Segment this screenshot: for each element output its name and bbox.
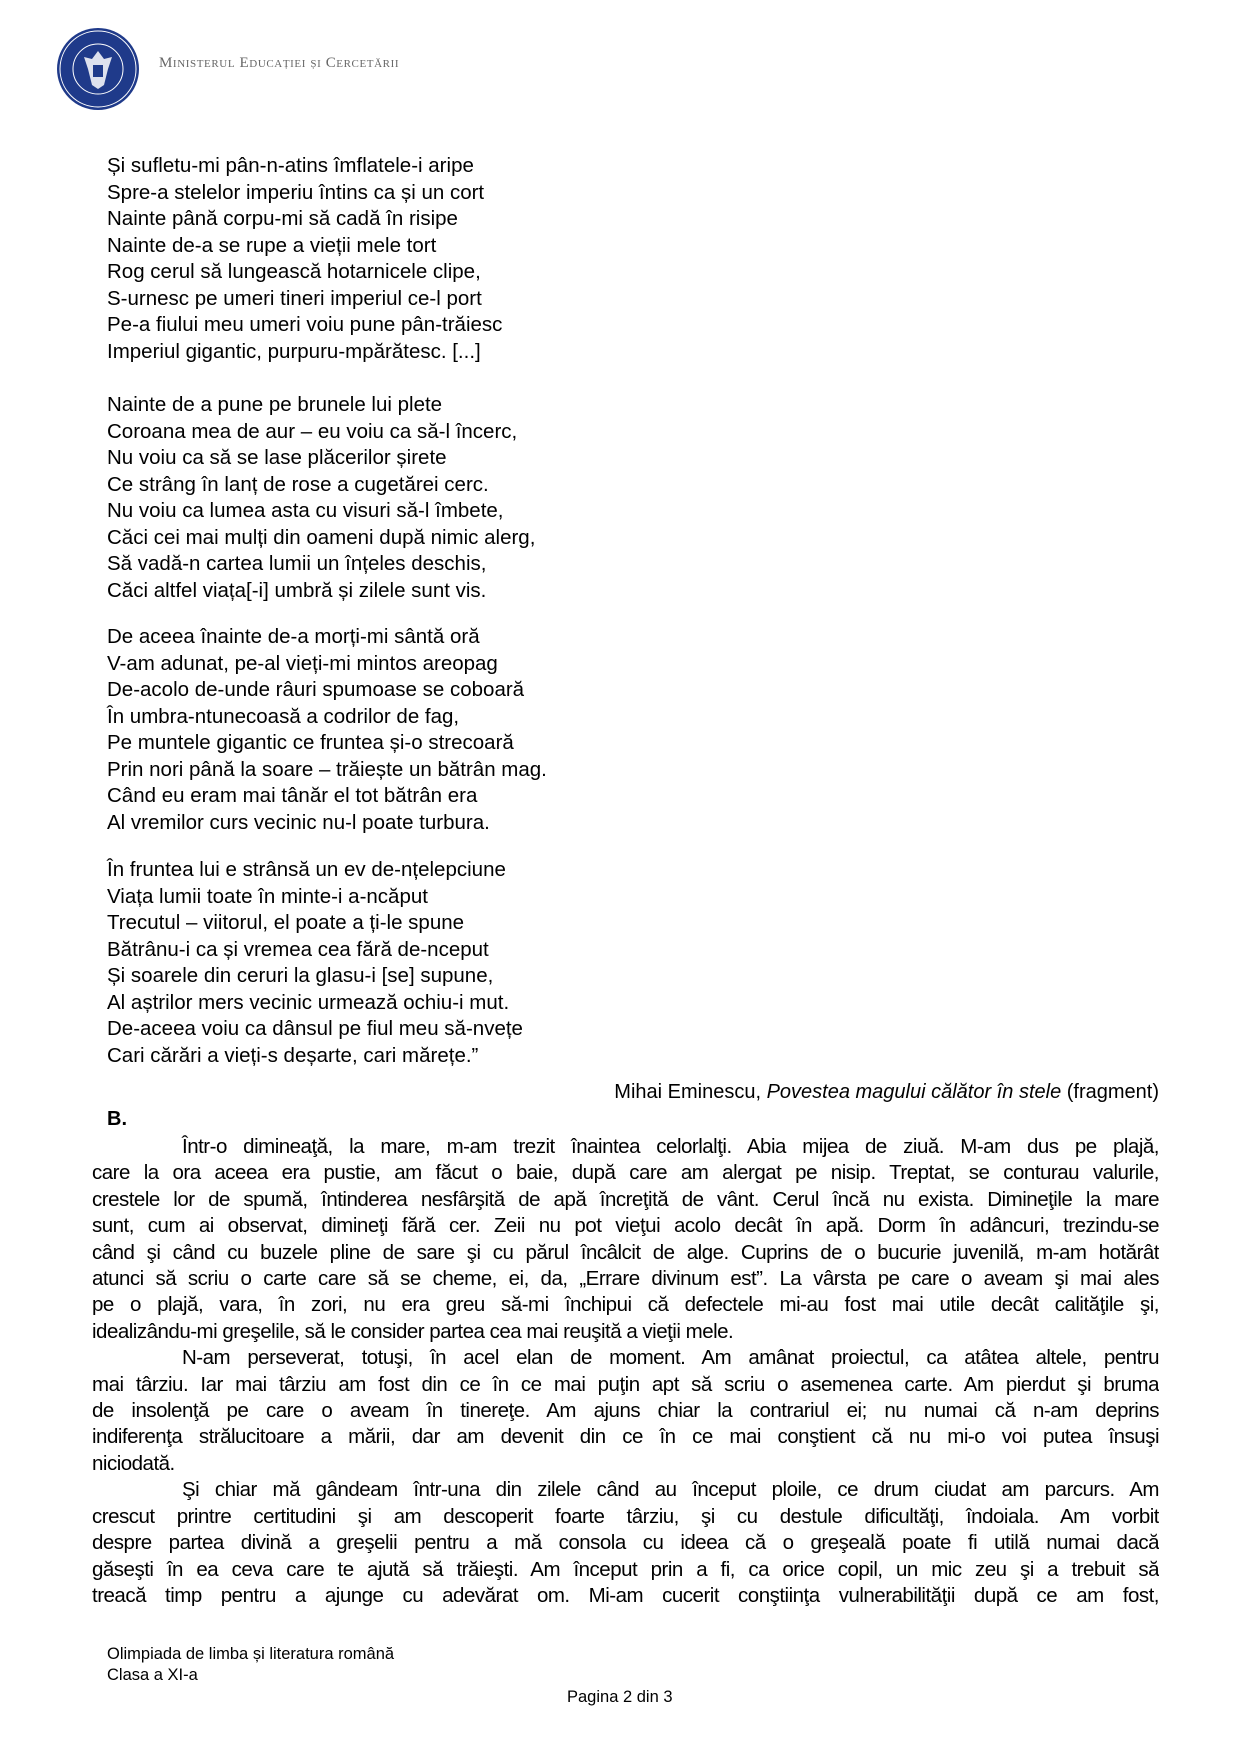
- poem-stanza: [107, 153, 502, 365]
- poem-line: Rog cerul să lungească hotarnicele clipe,: [107, 260, 481, 283]
- poem-line: Bătrânu-i ca și vremea cea fără de-nceput: [107, 937, 489, 961]
- poem-line: Imperiul gigantic, purpuru-mpărătesc. [...]: [107, 339, 481, 363]
- poem-line: Al vremilor curs vecinic nu-l poate turbura.: [107, 810, 490, 834]
- poem-line: Cari cărări a vieți-s deșarte, cari mărețe.”: [107, 1043, 479, 1067]
- government-seal-logo: [56, 27, 140, 111]
- poem-line: Nainte de a pune pe brunele lui plete: [107, 393, 443, 416]
- prose-line: niciodată.: [92, 1451, 175, 1475]
- poem-line: În umbra-ntunecoasă a codrilor de fag,: [107, 704, 460, 728]
- poem-line: S-urnesc pe umeri tineri imperiul ce-l port: [107, 286, 482, 310]
- poem-line: De aceea înainte de-a morți-mi sântă oră: [107, 625, 480, 648]
- poem-line: Viața lumii toate în minte-i a-ncăput: [107, 884, 428, 908]
- section-b-text: [92, 1134, 1159, 1609]
- prose-line: sunt, cum ai observat, dimineţi fără cer. Zeii nu pot vieţui acolo decât în apă. Dorm în adâncuri, trezindu-se: [92, 1214, 1159, 1238]
- poem-line: Pe-a fiului meu umeri voiu pune pân-trăiesc: [107, 313, 503, 336]
- poem-line: Și sufletu-mi pân-n-atins îmflatele-i aripe: [107, 154, 474, 177]
- poem-line: Ce strâng în lanț de rose a cugetărei cerc.: [107, 472, 489, 496]
- prose-line: idealizându-mi greşelile, să le consider partea cea mai reuşită a vieţii mele.: [92, 1319, 734, 1343]
- poem-line: Nu voiu ca să se lase plăcerilor șirete: [107, 446, 447, 469]
- poem-line: De-aceea voiu ca dânsul pe fiul meu să-nvețe: [107, 1017, 523, 1040]
- author: Mihai Eminescu,: [614, 1081, 767, 1103]
- prose-line: despre partea divină a greşelii pentru a mă consola cu ideea că o greşeală poate fi utilă numai dacă: [92, 1531, 1159, 1555]
- poem-line: Prin nori până la soare – trăiește un bătrân mag.: [107, 757, 547, 781]
- prose-line: crescut printre certitudini şi am descoperit foarte târziu, şi cu destule dificultăţi, îndoiala. Am vorbit: [92, 1504, 1159, 1528]
- prose-line: treacă timp pentru a ajunge cu adevărat om. Mi-am cucerit conştiinţa vulnerabilităţii după ce am fost,: [92, 1583, 1159, 1607]
- poem-stanza: [107, 392, 535, 604]
- prose-line: mai târziu. Iar mai târziu am fost din ce în ce mai puţin apt să scriu o asemenea carte. Am pierdut şi bruma: [92, 1372, 1159, 1396]
- work-title: Povestea magului călător în stele: [766, 1081, 1062, 1103]
- prose-line: pe o plajă, vara, în zori, nu era greu să-mi închipui că defectele mi-au fost mai utile decât calităţile şi,: [92, 1293, 1159, 1317]
- section-b-label: B.: [107, 1108, 127, 1130]
- prose-line: găseşti în ea ceva care te ajută să trăieşti. Am început prin a fi, ca orice copil, un mic zeu şi a trebuit să: [92, 1557, 1159, 1581]
- poem-line: Trecutul – viitorul, el poate a ți-le spune: [107, 911, 465, 934]
- poem-line: Nainte până corpu-mi să cadă în risipe: [107, 207, 458, 230]
- poem-line: În fruntea lui e strânsă un ev de-nțelepciune: [107, 858, 506, 881]
- poem-line: Nainte de-a se rupe a vieții mele tort: [107, 233, 437, 257]
- prose-line: crestele lor de spumă, întinderea nesfârşită de apă încreţită de vânt. Cerul încă nu exista. Dimineţile la mare: [92, 1187, 1159, 1211]
- poem-line: Și soarele din ceruri la glasu-i [se] supune,: [107, 964, 494, 987]
- poem-attribution: [614, 1081, 1159, 1104]
- poem-line: Al aștrilor mers vecinic urmează ochiu-i mut.: [107, 990, 510, 1014]
- page-number: Pagina 2 din 3: [567, 1688, 673, 1706]
- fragment-note: (fragment): [1061, 1081, 1159, 1103]
- poem-line: Spre-a stelelor imperiu întins ca și un cort: [107, 180, 485, 204]
- footer: [107, 1644, 394, 1686]
- footer-class: Clasa a XI-a: [107, 1666, 198, 1684]
- prose-line: indiferenţa strălucitoare a mării, dar am devenit din ce în ce mai conştient că nu mi-o voi putea însuşi: [92, 1425, 1159, 1449]
- poem-line: Coroana mea de aur – eu voiu ca să-l încerc,: [107, 419, 518, 443]
- poem-line: Nu voiu ca lumea asta cu visuri să-l îmbete,: [107, 499, 504, 522]
- prose-line: Şi chiar mă gândeam într-una din zilele când au început ploile, ce drum ciudat am parcurs. Am: [182, 1478, 1159, 1502]
- prose-line: atunci să scriu o carte care să se cheme, ei, da, „Errare divinum est”. La vârsta pe care o aveam şi mai ales: [92, 1267, 1159, 1291]
- poem-line: Pe muntele gigantic ce fruntea și-o strecoară: [107, 731, 514, 754]
- poem-line: Căci altfel viața[-i] umbră și zilele sunt vis.: [107, 578, 487, 602]
- poem-stanza: [107, 857, 523, 1069]
- poem-line: V-am adunat, pe-al vieți-mi mintos areopag: [107, 651, 498, 675]
- prose-line: de insolenţă pe care o aveam în tinereţe. Am ajuns chiar la contrariul ei; nu numai că n-am deprins: [92, 1399, 1159, 1423]
- prose-line: care la ora aceea era pustie, am făcut o baie, după care am alergat pe nisip. Treptat, se conturau valurile,: [92, 1161, 1159, 1185]
- poem-line: Să vadă-n cartea lumii un înțeles deschis,: [107, 552, 487, 575]
- poem-line: Căci cei mai mulți din oameni după nimic alerg,: [107, 525, 536, 549]
- ministry-name: Ministerul Educației și Cercetării: [159, 55, 400, 71]
- footer-olympiad: Olimpiada de limba și literatura română: [107, 1645, 395, 1663]
- prose-line: când şi când cu buzele pline de sare şi cu părul încâlcit de alge. Cuprins de o bucurie juvenilă, m-am hotărât: [92, 1240, 1159, 1264]
- poem-line: De-acolo de-unde râuri spumoase se coboară: [107, 678, 525, 701]
- prose-line: Într-o dimineaţă, la mare, m-am trezit înaintea celorlalţi. Abia mijea de ziuă. M-am dus pe plajă,: [182, 1135, 1159, 1158]
- poem-line: Când eu eram mai tânăr el tot bătrân era: [107, 784, 478, 807]
- prose-line: N-am perseverat, totuşi, în acel elan de moment. Am amânat proiectul, ca atâtea altele, pentru: [182, 1346, 1159, 1370]
- poem-stanza: [107, 624, 547, 836]
